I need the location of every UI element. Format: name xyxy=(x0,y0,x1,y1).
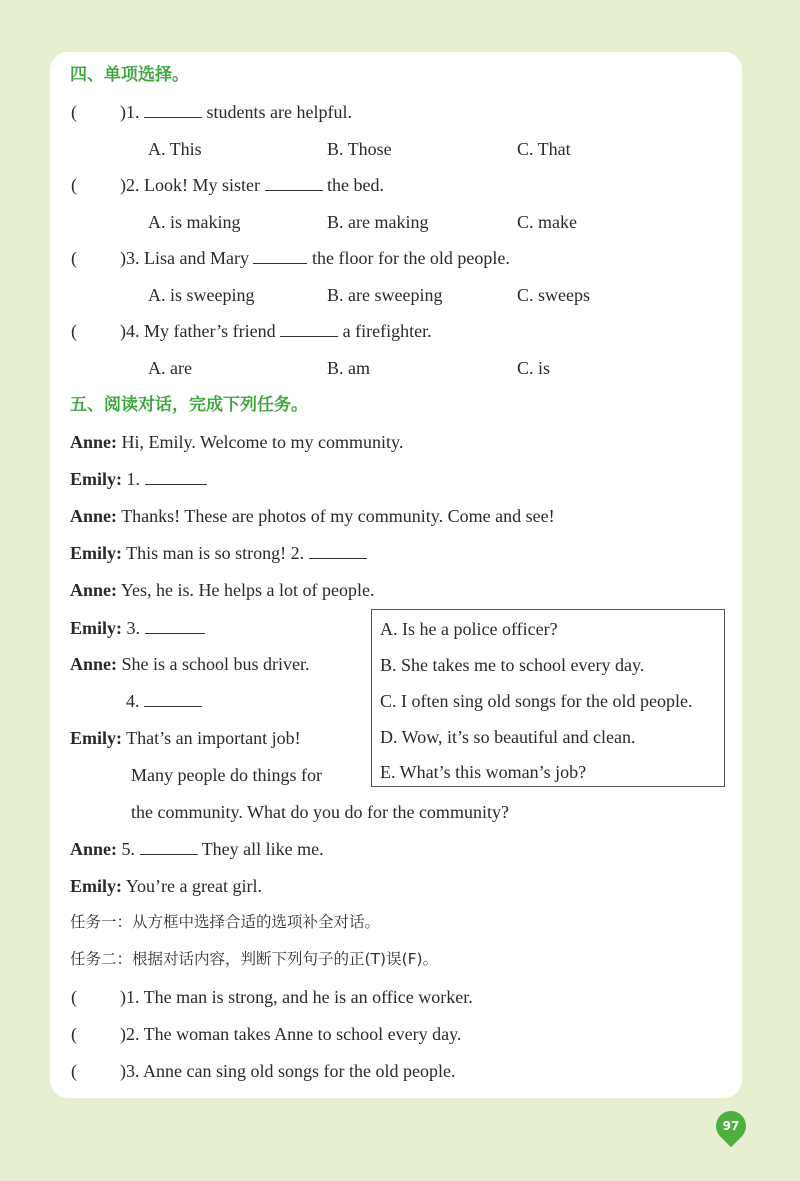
box-option-d: D. Wow, it’s so beautiful and clean. xyxy=(380,727,636,747)
box-option-a: A. Is he a police officer? xyxy=(380,619,558,639)
page-number-badge xyxy=(710,1105,752,1147)
dialogue-line: Emily: You’re a great girl. xyxy=(70,876,262,896)
dialogue-line: the community. What do you do for the community? xyxy=(131,802,509,822)
answer-paren[interactable]: ( xyxy=(71,321,77,341)
dialogue-line: Anne: Yes, he is. He helps a lot of people. xyxy=(70,580,375,600)
dialogue-line: 4. xyxy=(126,690,202,712)
option-c[interactable]: C. That xyxy=(517,139,571,159)
option-a[interactable]: A. is sweeping xyxy=(148,285,255,305)
option-a[interactable]: A. is making xyxy=(148,212,241,232)
dialogue-line: Emily: 3. xyxy=(70,617,205,639)
question-text: )3. Lisa and Mary the floor for the old people. xyxy=(120,248,510,268)
answer-paren[interactable]: ( xyxy=(71,102,77,122)
answer-blank[interactable] xyxy=(145,617,205,634)
option-c[interactable]: C. make xyxy=(517,212,577,232)
tf-text: )3. Anne can sing old songs for the old people. xyxy=(120,1061,456,1081)
answer-blank[interactable] xyxy=(145,468,207,485)
dialogue-line: Anne: Hi, Emily. Welcome to my community. xyxy=(70,432,404,452)
dialogue-line: Anne: She is a school bus driver. xyxy=(70,654,310,674)
box-option-c: C. I often sing old songs for the old people. xyxy=(380,691,693,711)
option-a[interactable]: A. are xyxy=(148,358,192,378)
section5-heading: 五、阅读对话，完成下列任务。 xyxy=(70,395,308,415)
options-box xyxy=(371,609,725,787)
tf-text: )2. The woman takes Anne to school every day. xyxy=(120,1024,462,1044)
box-option-b: B. She takes me to school every day. xyxy=(380,655,645,675)
option-b[interactable]: B. am xyxy=(327,358,370,378)
option-b[interactable]: B. are making xyxy=(327,212,429,232)
answer-blank[interactable] xyxy=(144,101,202,118)
option-a[interactable]: A. This xyxy=(148,139,202,159)
option-b[interactable]: B. Those xyxy=(327,139,392,159)
option-b[interactable]: B. are sweeping xyxy=(327,285,443,305)
dialogue-line: Emily: That’s an important job! xyxy=(70,728,301,748)
answer-blank[interactable] xyxy=(265,174,323,191)
page-number: 97 xyxy=(722,1119,740,1133)
answer-blank[interactable] xyxy=(140,838,198,855)
option-c[interactable]: C. is xyxy=(517,358,551,378)
tf-text: )1. The man is strong, and he is an office worker. xyxy=(120,987,473,1007)
answer-blank[interactable] xyxy=(309,542,367,559)
answer-paren[interactable]: ( xyxy=(71,1024,77,1044)
answer-blank[interactable] xyxy=(280,320,338,337)
answer-paren[interactable]: ( xyxy=(71,1061,77,1081)
dialogue-line: Anne: Thanks! These are photos of my community. Come and see! xyxy=(70,506,555,526)
section4-heading: 四、单项选择。 xyxy=(70,65,189,85)
task-one: 任务一：从方框中选择合适的选项补全对话。 xyxy=(70,913,381,931)
box-option-e: E. What’s this woman’s job? xyxy=(380,762,587,782)
question-text: )2. Look! My sister the bed. xyxy=(120,175,384,195)
worksheet-card xyxy=(50,52,742,1098)
answer-blank[interactable] xyxy=(253,247,307,264)
question-text: )1. students are helpful. xyxy=(120,102,352,122)
answer-paren[interactable]: ( xyxy=(71,987,77,1007)
option-c[interactable]: C. sweeps xyxy=(517,285,590,305)
question-text: )4. My father’s friend a firefighter. xyxy=(120,321,432,341)
dialogue-line: Anne: 5. They all like me. xyxy=(70,839,324,859)
answer-paren[interactable]: ( xyxy=(71,175,77,195)
answer-blank[interactable] xyxy=(144,690,202,707)
dialogue-line: Many people do things for xyxy=(131,765,322,785)
answer-paren[interactable]: ( xyxy=(71,248,77,268)
dialogue-line: Emily: 1. xyxy=(70,468,207,490)
dialogue-line: Emily: This man is so strong! 2. xyxy=(70,542,367,564)
task-two: 任务二：根据对话内容，判断下列句子的正(T)误(F)。 xyxy=(70,950,439,968)
